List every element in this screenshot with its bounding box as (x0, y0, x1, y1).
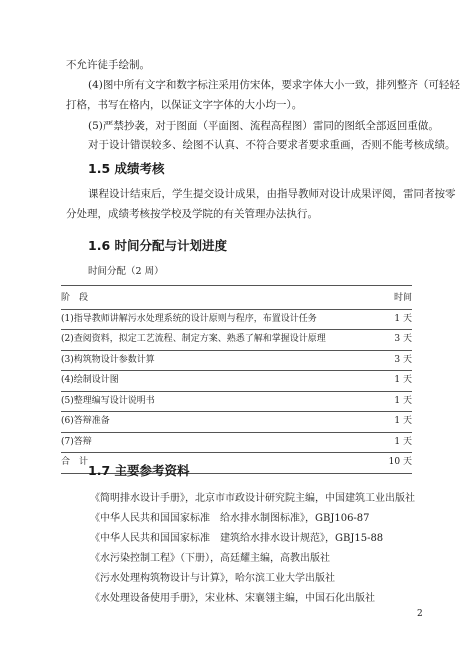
table-row (61, 433, 412, 454)
row-time: 1 天 (394, 395, 412, 406)
reference-item: 《水处理设备使用手册》，宋业林、宋襄翎主编，中国石化出版社 (90, 593, 375, 604)
intro-line-1: 不允许徒手绘制。 (66, 59, 150, 71)
header-time: 时间 (393, 293, 412, 303)
intro-line-4: (5)严禁抄袭，对于图面（平面图、流程高程图）雷同的图纸全部返回重做。 (88, 120, 439, 132)
row-stage: (3)构筑物设计参数计算 (61, 354, 155, 365)
row-stage: (5)整理编写设计说明书 (61, 395, 155, 406)
total-time: 10 天 (388, 457, 412, 467)
row-time: 1 天 (394, 375, 412, 385)
table-row (61, 310, 412, 331)
row-time: 1 天 (394, 313, 412, 324)
intro-line-5: 对于设计错误较多、绘图不认真、不符合要求者要求重画，否则不能考核成绩。 (88, 139, 456, 151)
row-stage: (1)指导教师讲解污水处理系统的设计原则与程序，布置设计任务 (61, 313, 317, 324)
intro-line-3: 打格，书写在格内，以保证文字字体的大小均一）。 (66, 99, 303, 111)
row-stage: (6)答辩准备 (61, 416, 110, 426)
table-header-row (61, 289, 412, 310)
table-row (61, 351, 412, 372)
intro-line-2: (4)图中所有文字和数字标注采用仿宋体，要求字体大小一致，排列整齐（可轻轻 (88, 79, 460, 91)
table-row (61, 392, 412, 413)
section-1-5-line-1: 课程设计结束后，学生提交设计成果，由指导教师对设计成果评阅，雷同者按零 (88, 188, 456, 200)
section-heading-1-6: 1.6 时间分配与计划进度 (88, 238, 227, 253)
row-stage: (2)查阅资料，拟定工艺流程、制定方案、熟悉了解和掌握设计原理 (61, 334, 326, 344)
header-stage: 阶 段 (61, 293, 89, 303)
page-number: 2 (417, 609, 423, 619)
section-heading-1-7: 1.7 主要参考资料 (88, 463, 190, 478)
time-allocation-table (61, 289, 412, 474)
reference-item: 《污水处理构筑物设计与计算》，哈尔滨工业大学出版社 (90, 573, 335, 584)
row-time: 3 天 (394, 354, 412, 365)
row-stage: (7)答辩 (61, 436, 92, 447)
table-caption: 时间分配（2 周） (88, 266, 164, 277)
table-row (61, 330, 412, 351)
section-1-5-line-2: 分处理，成绩考核按学校及学院的有关管理办法执行。 (66, 208, 318, 220)
row-stage: (4)绘制设计图 (61, 375, 119, 385)
total-label: 合 计 (61, 457, 89, 467)
reference-item: 《中华人民共和国国家标准 给水排水制图标准》，GBJ106-87 (90, 513, 370, 524)
row-time: 1 天 (394, 436, 412, 447)
table-row (61, 371, 412, 392)
section-heading-1-5: 1.5 成绩考核 (88, 161, 165, 176)
table-row (61, 412, 412, 433)
reference-item: 《简明排水设计手册》，北京市市政设计研究院主编，中国建筑工业出版社 (90, 493, 415, 504)
reference-item: 《中华人民共和国国家标准 建筑给水排水设计规范》，GBJ15-88 (90, 533, 384, 544)
table-top-rule (61, 285, 412, 286)
reference-item: 《水污染控制工程》（下册），高廷耀主编，高教出版社 (90, 553, 330, 564)
row-time: 1 天 (394, 416, 412, 426)
row-time: 3 天 (394, 334, 412, 344)
